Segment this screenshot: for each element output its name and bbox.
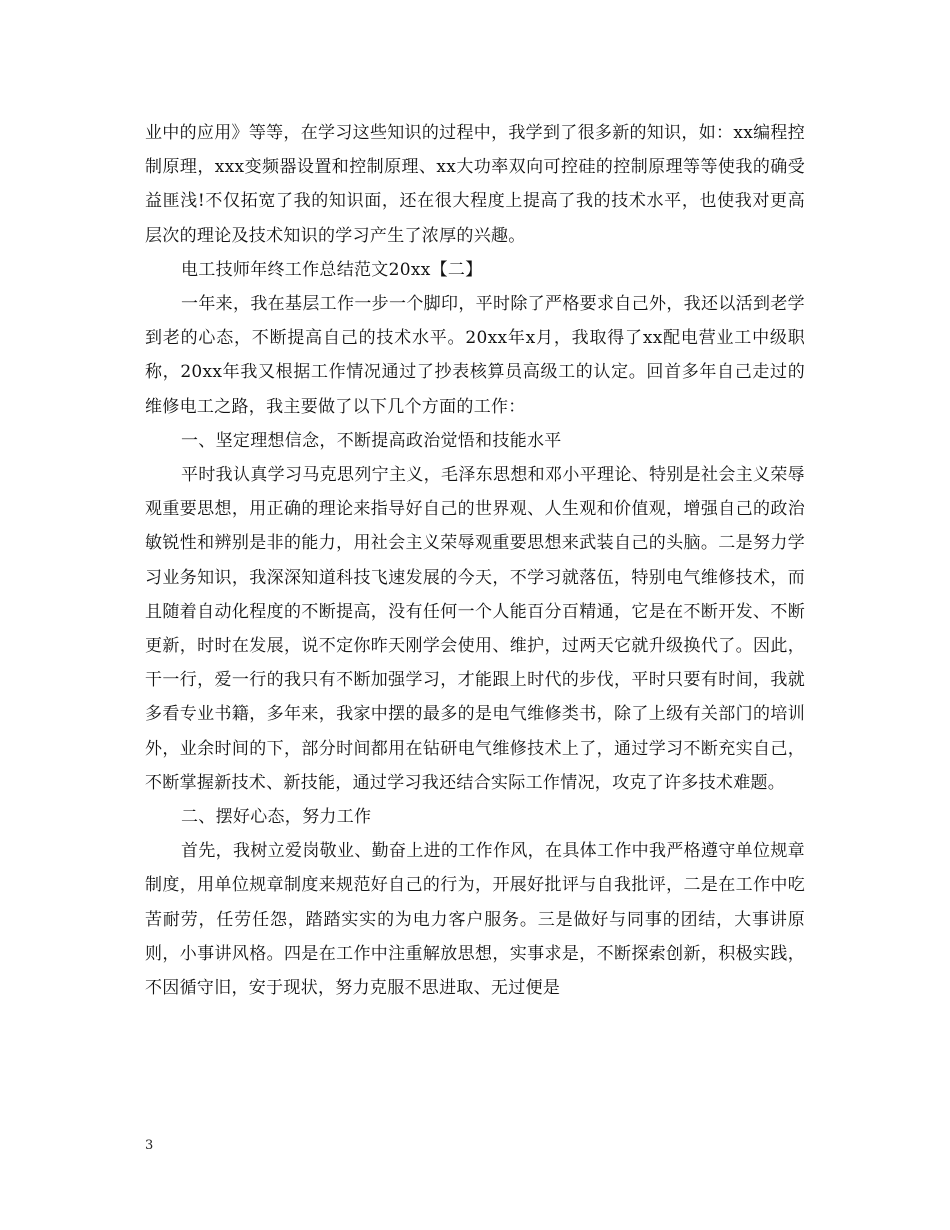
document-body [145, 116, 805, 1005]
page-number: 3 [145, 1138, 154, 1153]
section-heading-1: 一、坚定理想信念，不断提高政治觉悟和技能水平 [181, 430, 562, 451]
section-heading-2b: 二、摆好心态，努力工作 [181, 807, 372, 828]
section-heading-2: 电工技师年终工作总结范文20xx【二】 [181, 259, 483, 280]
paragraph-5: 平时我认真学习马克思列宁主义，毛泽东思想和邓小平理论、特别是社会主义荣辱观重要思想，用正确的理论来指导好自己的世界观、人生观和价值观，增强自己的政治敏锐性和辨别是非的能力，用社会主义荣辱观重要思想来武装自己的头脑。二是努力学习业务知识，我深深知道科技飞速发展的今天，不学习就落伍，特别电气维修技术，而且随着自动化程度的不断提高，没有任何一个人能百分百精通，它是在不断开发、不断更新，时时在发展，说不定你昨天刚学会使用、维护，过两天它就升级换代了。因此，干一行，爱一行的我只有不断加强学习，才能跟上时代的步伐，平时只要有时间，我就多看专业书籍，多年来，我家中摆的最多的是电气维修类书，除了上级有关部门的培训外，业余时间的下，部分时间都用在钻研电气维修技术上了，通过学习不断充实自己，不断掌握新技术、新技能，通过学习我还结合实际工作情况，攻克了许多技术难题。 [145, 465, 805, 793]
paragraph-3: 一年来，我在基层工作一步一个脚印，平时除了严格要求自己外，我还以活到老学到老的心态，不断提高自己的技术水平。20xx年x月，我取得了xx配电营业工中级职称，20xx年我又根据工作情况通过了抄表核算员高级工的认定。回首多年自己走过的维修电工之路，我主要做了以下几个方面的工作： [145, 294, 805, 417]
paragraph-1: 业中的应用》等等，在学习这些知识的过程中，我学到了很多新的知识，如：xx编程控制原理，xxx变频器设置和控制原理、xx大功率双向可控硅的控制原理等等使我的确受益匪浅!不仅拓宽了我的知识面，还在很大程度上提高了我的技术水平，也使我对更高层次的理论及技术知识的学习产生了浓厚的兴趣。 [145, 123, 805, 246]
paragraph-7: 首先，我树立爱岗敬业、勤奋上进的工作作风，在具体工作中我严格遵守单位规章制度，用单位规章制度来规范好自己的行为，开展好批评与自我批评，二是在工作中吃苦耐劳，任劳任怨，踏踏实实的为电力客户服务。三是做好与同事的团结，大事讲原则，小事讲风格。四是在工作中注重解放思想，实事求是，不断探索创新，积极实践，不因循守旧，安于现状，努力克服不思进取、无过便是 [145, 841, 805, 999]
